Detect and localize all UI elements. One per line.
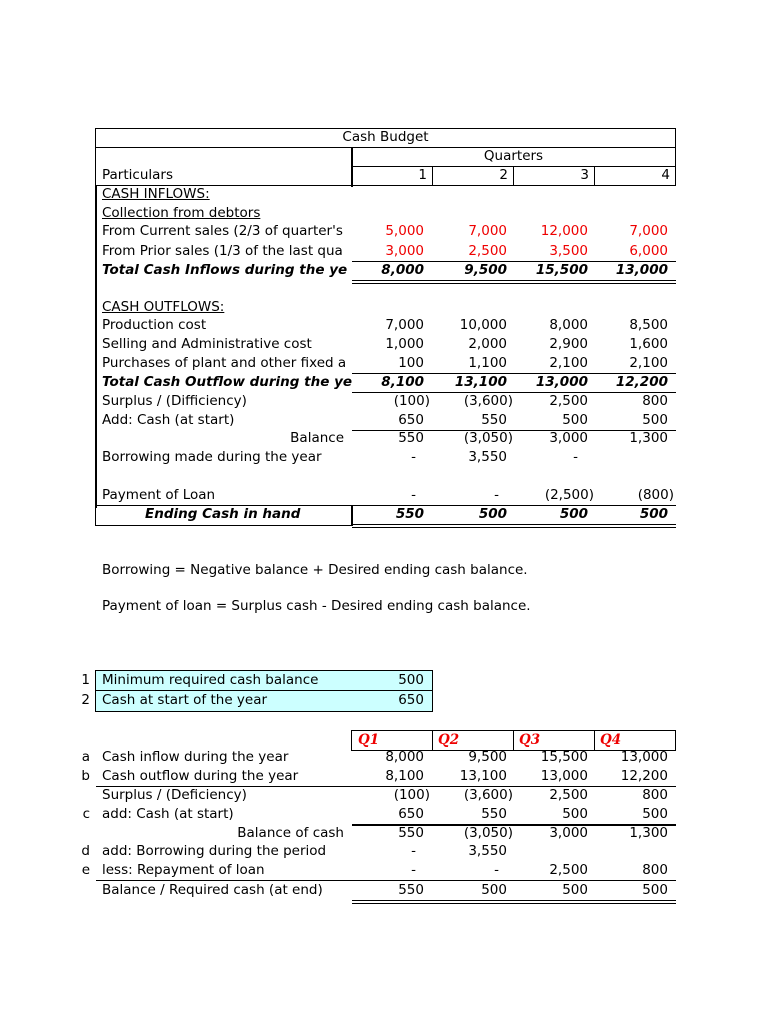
cell-value: 500 — [642, 412, 668, 428]
cell-value: 6,000 — [629, 243, 668, 259]
cell-value: 3,000 — [549, 825, 588, 841]
cell-value: 2,500 — [549, 862, 588, 878]
quarter-header-q1: Q1 — [358, 732, 380, 748]
row-label: From Prior sales (1/3 of the last qua — [102, 243, 343, 259]
cell-value: 3,550 — [468, 449, 507, 465]
cell-value: 650 — [398, 412, 424, 428]
cell-value: 15,500 — [535, 262, 588, 278]
cell-value — [595, 842, 668, 861]
cell-value: 2,500 — [549, 787, 588, 803]
cell-value: 500 — [639, 506, 668, 522]
cell-value: 500 — [562, 806, 588, 822]
min-cash-value[interactable]: 500 — [398, 672, 424, 688]
row-label: Purchases of plant and other fixed a — [102, 355, 347, 371]
cell-value: 550 — [481, 806, 507, 822]
cell-value — [595, 448, 668, 467]
row-label: Balance — [290, 430, 344, 446]
cell-value: 2,000 — [468, 336, 507, 352]
row-label: Production cost — [102, 317, 207, 333]
row-label: less: Repayment of loan — [102, 862, 265, 878]
quarter-header-q4: Q4 — [600, 732, 622, 748]
cell-value: 13,100 — [459, 768, 507, 784]
row-label: Balance of cash — [237, 825, 344, 841]
borrowing-note: Borrowing = Negative balance + Desired ending cash balance. — [102, 562, 528, 578]
cell-value: 800 — [642, 862, 668, 878]
row-key: a — [81, 749, 90, 765]
row-label: Surplus / (Difficiency) — [102, 393, 247, 409]
cell-value: 5,000 — [385, 223, 424, 239]
cell-value: 13,000 — [620, 749, 668, 765]
cell-value: 550 — [395, 506, 424, 522]
cell-value: 3,000 — [385, 243, 424, 259]
cell-value: 550 — [481, 412, 507, 428]
quarter-number: 1 — [418, 167, 427, 183]
cell-value: (100) — [393, 393, 430, 409]
quarter-number: 3 — [580, 167, 589, 183]
cell-value: - — [411, 862, 416, 878]
cell-value: 550 — [398, 882, 424, 898]
cash-inflows-heading: CASH INFLOWS: — [102, 186, 210, 202]
cell-value: 2,500 — [549, 393, 588, 409]
row-label: Payment of Loan — [102, 487, 216, 503]
cell-value: 13,000 — [615, 262, 668, 278]
input-label: Minimum required cash balance — [102, 672, 319, 688]
cell-value: 1,100 — [468, 355, 507, 371]
cell-value: (3,600) — [463, 787, 513, 803]
cell-value: 8,000 — [385, 749, 424, 765]
cell-value: - — [573, 449, 578, 465]
cell-value: 1,300 — [629, 430, 668, 446]
cell-value: 8,100 — [381, 374, 424, 390]
row-label: Balance / Required cash (at end) — [102, 882, 323, 898]
cell-value: 500 — [562, 882, 588, 898]
cell-value: 1,300 — [629, 825, 668, 841]
row-label: Selling and Administrative cost — [102, 336, 312, 352]
row-label: Cash inflow during the year — [102, 749, 289, 765]
row-label: Ending Cash in hand — [145, 506, 301, 522]
cash-outflows-heading: CASH OUTFLOWS: — [102, 299, 225, 315]
table-title: Cash Budget — [342, 129, 429, 145]
cell-value: 550 — [398, 430, 424, 446]
cell-value: 650 — [398, 806, 424, 822]
cell-value: 13,100 — [454, 374, 507, 390]
quarter-header-q3: Q3 — [519, 732, 541, 748]
input-number: 2 — [81, 692, 90, 708]
cell-value: - — [411, 843, 416, 859]
row-key: b — [81, 768, 90, 784]
cell-value: 9,500 — [464, 262, 507, 278]
quarter-number: 2 — [499, 167, 508, 183]
cell-value: 8,500 — [629, 317, 668, 333]
cell-value: 8,100 — [385, 768, 424, 784]
cell-value: - — [411, 449, 416, 465]
cell-value: 3,550 — [468, 843, 507, 859]
cell-value: 13,000 — [540, 768, 588, 784]
cell-value: (3,050) — [463, 825, 513, 841]
row-key: e — [81, 862, 90, 878]
cell-value: 9,500 — [468, 749, 507, 765]
row-key: c — [82, 806, 90, 822]
row-label: Borrowing made during the year — [102, 449, 322, 465]
cell-value: 2,100 — [629, 355, 668, 371]
cell-value: (800) — [637, 487, 674, 503]
row-label: Total Cash Inflows during the ye — [102, 262, 348, 278]
row-label: Cash outflow during the year — [102, 768, 299, 784]
cell-value: 3,500 — [549, 243, 588, 259]
cell-value: 800 — [642, 787, 668, 803]
cell-value: 500 — [478, 506, 507, 522]
cell-value: 100 — [398, 355, 424, 371]
cell-value: 7,000 — [468, 223, 507, 239]
cell-value: 7,000 — [385, 317, 424, 333]
cell-value: 8,000 — [549, 317, 588, 333]
particulars-header: Particulars — [102, 167, 173, 183]
cell-value: - — [411, 487, 416, 503]
cell-value: (2,500) — [544, 487, 594, 503]
cell-value: 8,000 — [381, 262, 424, 278]
row-label: Total Cash Outflow during the ye — [102, 374, 352, 390]
start-cash-value[interactable]: 650 — [398, 692, 424, 708]
payment-note: Payment of loan = Surplus cash - Desired ending cash balance. — [102, 598, 531, 614]
cell-value: 2,900 — [549, 336, 588, 352]
collection-heading: Collection from debtors — [102, 205, 261, 221]
row-key: d — [81, 843, 90, 859]
cell-value: 1,000 — [385, 336, 424, 352]
row-key — [60, 786, 90, 805]
cell-value: (3,050) — [463, 430, 513, 446]
cell-value: 7,000 — [629, 223, 668, 239]
cell-value: 2,100 — [549, 355, 588, 371]
cell-value: - — [494, 862, 499, 878]
cell-value: 12,000 — [540, 223, 588, 239]
quarter-header-q2: Q2 — [438, 732, 460, 748]
quarters-header: Quarters — [483, 148, 544, 164]
cell-value: 3,000 — [549, 430, 588, 446]
cell-value: 500 — [559, 506, 588, 522]
quarter-number: 4 — [661, 167, 670, 183]
cell-value: (3,600) — [463, 393, 513, 409]
input-label: Cash at start of the year — [102, 692, 268, 708]
cell-value: 1,600 — [629, 336, 668, 352]
cell-value: 500 — [562, 412, 588, 428]
cell-value: 10,000 — [459, 317, 507, 333]
input-number: 1 — [81, 672, 90, 688]
row-label: add: Borrowing during the period — [102, 843, 327, 859]
cell-value: 500 — [642, 882, 668, 898]
cell-value: 2,500 — [468, 243, 507, 259]
row-label: Add: Cash (at start) — [102, 412, 235, 428]
cell-value — [514, 842, 588, 861]
cell-value: 550 — [398, 825, 424, 841]
cell-value: 800 — [642, 393, 668, 409]
cell-value: 12,200 — [615, 374, 668, 390]
row-label: From Current sales (2/3 of quarter's — [102, 223, 343, 239]
cell-value: 12,200 — [620, 768, 668, 784]
cell-value: 500 — [642, 806, 668, 822]
row-label: add: Cash (at start) — [102, 806, 234, 822]
cell-value: 13,000 — [535, 374, 588, 390]
cell-value: 500 — [481, 882, 507, 898]
row-label: Surplus / (Deficiency) — [102, 787, 247, 803]
cell-value: 15,500 — [540, 749, 588, 765]
cell-value: (100) — [393, 787, 430, 803]
cell-value: - — [494, 487, 499, 503]
